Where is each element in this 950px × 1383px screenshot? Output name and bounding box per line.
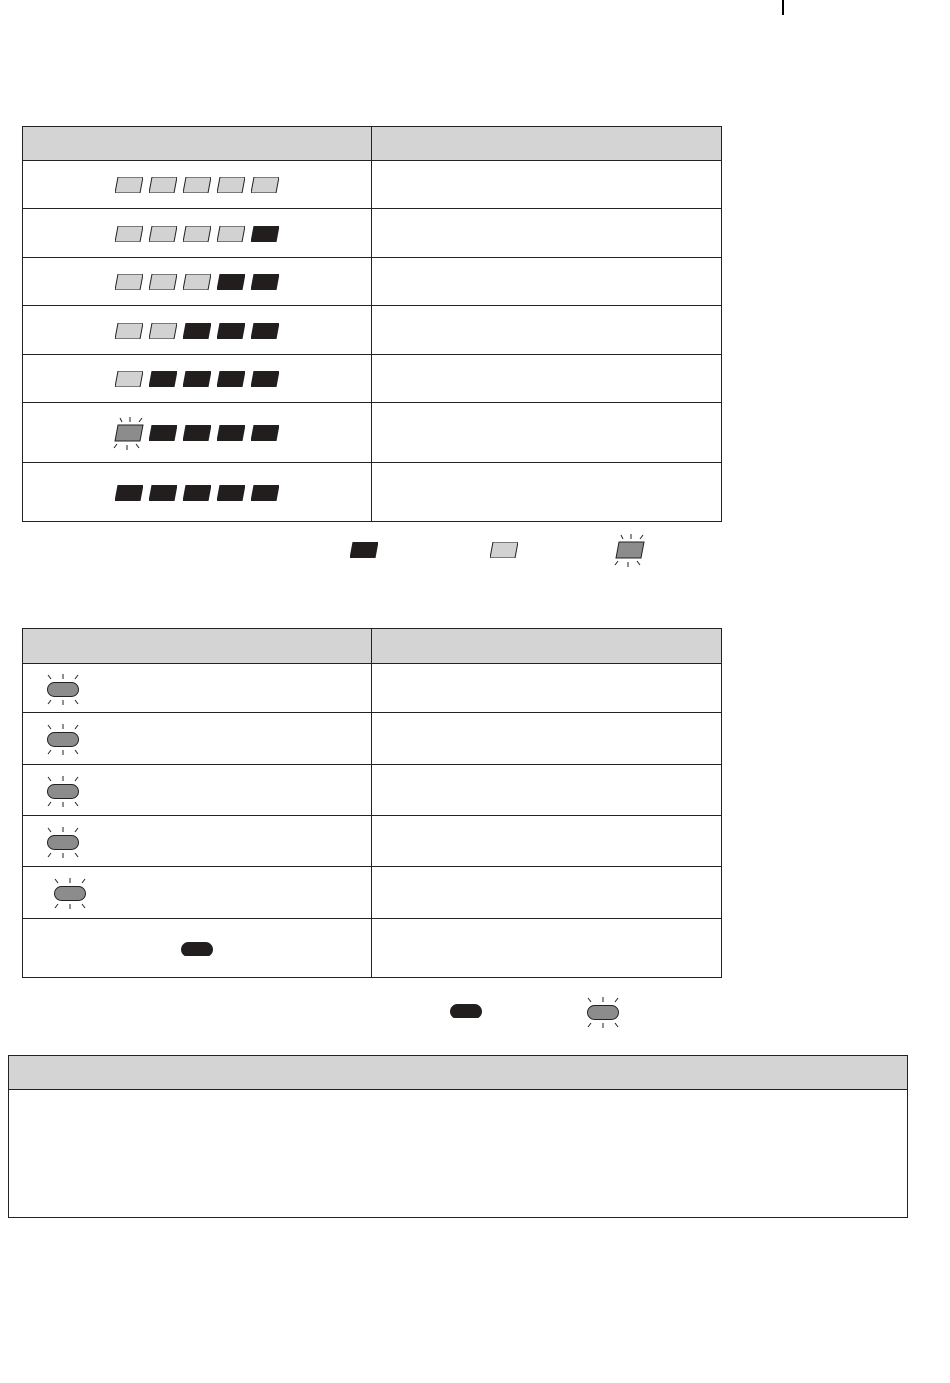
status-row <box>23 765 722 816</box>
battery-meaning-cell <box>372 463 722 522</box>
segment-lit-icon <box>251 485 279 501</box>
segment-lit-icon <box>149 371 177 387</box>
segment-lit-icon <box>251 425 279 441</box>
segment-lit-icon <box>251 274 279 290</box>
segment-lit-icon <box>251 371 279 387</box>
indicator-column-header <box>23 127 372 161</box>
battery-meaning-cell <box>372 209 722 258</box>
status-indicator-cell <box>23 867 372 919</box>
segment-lit-icon <box>350 542 378 563</box>
segment-lit-icon <box>149 485 177 501</box>
status-indicator-cell <box>23 713 372 765</box>
lamp-blinking-icon <box>43 774 83 813</box>
segment-unlit-icon <box>115 274 143 290</box>
battery-segment-group <box>115 425 279 441</box>
segment-unlit-icon <box>251 177 279 193</box>
status-meaning-cell <box>372 713 722 765</box>
status-meaning-cell <box>372 919 722 978</box>
segment-lit-icon <box>183 425 211 441</box>
battery-indicator-cell <box>23 403 372 463</box>
meaning-column-header <box>372 629 722 664</box>
note-box <box>8 1055 908 1218</box>
segment-unlit-icon <box>115 177 143 193</box>
segment-lit-icon <box>183 371 211 387</box>
segment-unlit-icon <box>149 226 177 242</box>
table-header-row <box>23 127 722 161</box>
segment-unlit-icon <box>149 323 177 339</box>
segment-lit-icon <box>217 323 245 339</box>
note-title <box>9 1056 907 1090</box>
battery-meaning-cell <box>372 161 722 209</box>
battery-segment-group <box>115 371 279 387</box>
lamp-blinking-icon <box>583 995 623 1034</box>
battery-indicator-cell <box>23 161 372 209</box>
battery-row <box>23 403 722 463</box>
segment-unlit-icon <box>490 542 518 563</box>
battery-meaning-cell <box>372 258 722 306</box>
battery-row <box>23 306 722 355</box>
battery-segment-group <box>115 274 279 290</box>
segment-lit-icon <box>183 323 211 339</box>
segment-unlit-icon <box>183 274 211 290</box>
lamp-blinking-icon <box>50 876 90 915</box>
segment-unlit-icon <box>115 371 143 387</box>
status-indicator-cell <box>23 816 372 867</box>
battery-segment-group <box>115 177 279 193</box>
segment-lit-icon <box>217 425 245 441</box>
battery-segment-group <box>115 485 279 501</box>
battery-meaning-cell <box>372 403 722 463</box>
table-header-row <box>23 629 722 664</box>
segment-lit-icon <box>251 226 279 242</box>
status-row <box>23 919 722 978</box>
status-row <box>23 816 722 867</box>
battery-indicator-cell <box>23 355 372 403</box>
segment-lit-icon <box>217 274 245 290</box>
battery-indicator-cell <box>23 209 372 258</box>
lamp-blinking-icon <box>43 825 83 864</box>
segment-unlit-icon <box>115 226 143 242</box>
segment-lit-icon <box>251 323 279 339</box>
status-meaning-cell <box>372 867 722 919</box>
status-meaning-cell <box>372 664 722 713</box>
segment-unlit-icon <box>217 226 245 242</box>
status-row <box>23 867 722 919</box>
status-row <box>23 664 722 713</box>
battery-indicator-cell <box>23 463 372 522</box>
segment-unlit-icon <box>217 177 245 193</box>
battery-legend <box>0 536 950 576</box>
battery-row <box>23 463 722 522</box>
lamp-blinking-icon <box>43 672 83 711</box>
segment-unlit-icon <box>149 177 177 193</box>
segment-unlit-icon <box>115 323 143 339</box>
status-indicator-table <box>22 628 722 978</box>
segment-lit-icon <box>183 485 211 501</box>
segment-lit-icon <box>149 425 177 441</box>
battery-indicator-table <box>22 126 722 522</box>
battery-row <box>23 209 722 258</box>
status-indicator-cell <box>23 664 372 713</box>
status-legend <box>0 995 950 1031</box>
note-body <box>9 1090 907 1110</box>
status-indicator-cell <box>23 765 372 816</box>
battery-indicator-cell <box>23 306 372 355</box>
battery-row <box>23 161 722 209</box>
battery-meaning-cell <box>372 355 722 403</box>
status-meaning-cell <box>372 816 722 867</box>
segment-lit-icon <box>217 485 245 501</box>
page-edge-line <box>782 0 784 15</box>
segment-unlit-icon <box>183 177 211 193</box>
lamp-lit-icon <box>181 942 215 961</box>
battery-indicator-cell <box>23 258 372 306</box>
segment-lit-icon <box>115 485 143 501</box>
meaning-column-header <box>372 127 722 161</box>
segment-unlit-icon <box>149 274 177 290</box>
status-meaning-cell <box>372 765 722 816</box>
segment-lit-icon <box>217 371 245 387</box>
battery-segment-group <box>115 323 279 339</box>
battery-row <box>23 355 722 403</box>
segment-unlit-icon <box>183 226 211 242</box>
status-row <box>23 713 722 765</box>
status-indicator-cell <box>23 919 372 978</box>
indicator-column-header <box>23 629 372 664</box>
lamp-lit-icon <box>450 1004 484 1023</box>
battery-segment-group <box>115 226 279 242</box>
lamp-blinking-icon <box>43 722 83 761</box>
battery-row <box>23 258 722 306</box>
segment-blinking-icon <box>115 425 143 441</box>
battery-meaning-cell <box>372 306 722 355</box>
segment-blinking-icon <box>610 531 650 574</box>
